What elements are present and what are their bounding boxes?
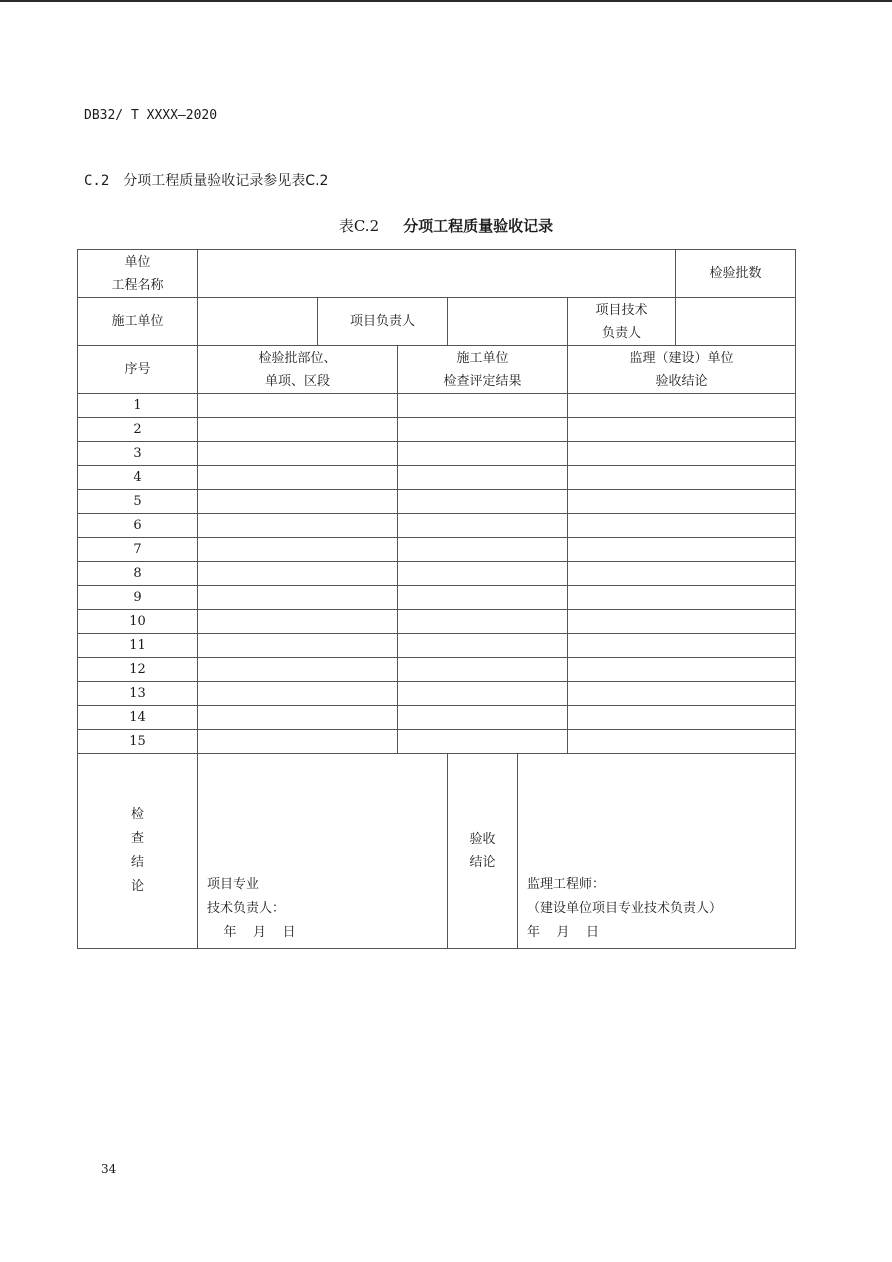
col-header-supervision-line1: 监理（建设）单位 [629, 350, 734, 366]
col-header-location-line2: 单项、区段 [264, 373, 330, 389]
row-conclusion-cell [568, 586, 796, 610]
row-conclusion-cell [568, 514, 796, 538]
tech-manager-value [676, 298, 796, 346]
row-number: 2 [78, 418, 198, 442]
check-label-char: 论 [130, 879, 144, 894]
table-row [78, 682, 796, 706]
table-row [78, 706, 796, 730]
row-location-cell [198, 610, 398, 634]
acceptance-signature [518, 754, 796, 949]
row-result-cell [398, 562, 568, 586]
page-top-border [0, 0, 892, 2]
row-location-cell [198, 418, 398, 442]
row-result-cell [398, 730, 568, 754]
row-conclusion-cell [568, 490, 796, 514]
project-manager-label: 项目负责人 [318, 298, 448, 346]
construction-unit-value [198, 298, 318, 346]
section-number: C.2 [84, 173, 110, 189]
table-row [78, 466, 796, 490]
row-conclusion-cell [568, 442, 796, 466]
row-result-cell [398, 706, 568, 730]
table-row [78, 418, 796, 442]
row-location-cell [198, 634, 398, 658]
tech-manager-label-line2: 负责人 [602, 325, 642, 341]
check-date: 年 月 日 [207, 925, 296, 940]
check-sign-line1: 项目专业 [207, 877, 260, 892]
row-result-cell [398, 490, 568, 514]
row-number: 15 [78, 730, 198, 754]
row-conclusion-cell [568, 634, 796, 658]
row-conclusion-cell [568, 394, 796, 418]
table-row [78, 514, 796, 538]
row-number: 12 [78, 658, 198, 682]
project-manager-value [448, 298, 568, 346]
row-location-cell [198, 730, 398, 754]
table-row [78, 538, 796, 562]
section-heading [84, 170, 328, 190]
col-header-supervision-line2: 验收结论 [655, 373, 708, 389]
col-header-supervision-conclusion [568, 346, 796, 394]
footer-row [78, 754, 796, 949]
row-result-cell [398, 610, 568, 634]
row-result-cell [398, 418, 568, 442]
row-location-cell [198, 706, 398, 730]
unit-project-value [198, 250, 676, 298]
row-number: 3 [78, 442, 198, 466]
row-number: 5 [78, 490, 198, 514]
row-number: 13 [78, 682, 198, 706]
row-conclusion-cell [568, 418, 796, 442]
row-location-cell [198, 394, 398, 418]
header-row-construction [78, 298, 796, 346]
row-conclusion-cell [568, 610, 796, 634]
check-conclusion-signature [198, 754, 448, 949]
quality-acceptance-table [77, 249, 796, 949]
row-result-cell [398, 682, 568, 706]
table-row [78, 658, 796, 682]
table-row [78, 730, 796, 754]
table-row [78, 562, 796, 586]
row-conclusion-cell [568, 658, 796, 682]
row-number: 11 [78, 634, 198, 658]
row-result-cell [398, 514, 568, 538]
supervisor-line2: （建设单位项目专业技术负责人） [527, 901, 723, 916]
row-number: 9 [78, 586, 198, 610]
row-conclusion-cell [568, 730, 796, 754]
row-location-cell [198, 442, 398, 466]
row-conclusion-cell [568, 538, 796, 562]
tech-manager-label-line1: 项目技术 [595, 302, 648, 318]
row-location-cell [198, 586, 398, 610]
col-header-seq-text: 序号 [124, 362, 151, 377]
check-label-char: 检 [130, 807, 144, 822]
batch-count-label: 检验批数 [676, 250, 796, 298]
row-number: 4 [78, 466, 198, 490]
table-row [78, 442, 796, 466]
table-row [78, 490, 796, 514]
check-conclusion-label [78, 754, 198, 949]
row-result-cell [398, 586, 568, 610]
row-result-cell [398, 394, 568, 418]
standard-code: DB32/ T XXXX—2020 [84, 108, 218, 123]
col-header-construction-result [398, 346, 568, 394]
check-label-char: 结 [130, 855, 144, 870]
tech-manager-label [568, 298, 676, 346]
row-number: 14 [78, 706, 198, 730]
row-location-cell [198, 538, 398, 562]
col-header-location [198, 346, 398, 394]
col-header-construction-result-line2: 检查评定结果 [443, 373, 522, 389]
row-result-cell [398, 634, 568, 658]
unit-project-label-line1: 单位 [124, 254, 151, 270]
row-conclusion-cell [568, 466, 796, 490]
column-header-row [78, 346, 796, 394]
row-number: 8 [78, 562, 198, 586]
acceptance-conclusion-label [448, 754, 518, 949]
accept-label-line2: 结论 [469, 855, 496, 870]
header-row-project [78, 250, 796, 298]
row-number: 10 [78, 610, 198, 634]
construction-unit-label: 施工单位 [78, 298, 198, 346]
accept-label-line1: 验收 [469, 832, 496, 847]
col-header-seq [78, 346, 198, 394]
section-title: 分项工程质量验收记录参见表C.2 [123, 173, 329, 189]
row-number: 1 [78, 394, 198, 418]
row-result-cell [398, 442, 568, 466]
row-number: 7 [78, 538, 198, 562]
row-location-cell [198, 466, 398, 490]
row-conclusion-cell [568, 682, 796, 706]
row-conclusion-cell [568, 706, 796, 730]
row-result-cell [398, 658, 568, 682]
col-header-construction-result-line1: 施工单位 [456, 350, 509, 366]
row-result-cell [398, 538, 568, 562]
supervisor-line1: 监理工程师： [527, 877, 606, 892]
row-location-cell [198, 514, 398, 538]
row-location-cell [198, 490, 398, 514]
col-header-location-line1: 检验批部位、 [258, 350, 337, 366]
table-caption [0, 215, 892, 236]
check-sign-line2: 技术负责人： [207, 901, 286, 916]
table-row [78, 586, 796, 610]
row-conclusion-cell [568, 562, 796, 586]
supervisor-date: 年 月 日 [527, 925, 600, 940]
row-number: 6 [78, 514, 198, 538]
row-result-cell [398, 466, 568, 490]
table-number: 表C.2 [338, 217, 380, 235]
row-location-cell [198, 562, 398, 586]
row-location-cell [198, 658, 398, 682]
unit-project-label-line2: 工程名称 [111, 277, 164, 293]
row-location-cell [198, 682, 398, 706]
unit-project-label [78, 250, 198, 298]
table-row [78, 394, 796, 418]
check-label-char: 查 [130, 831, 144, 846]
page-number: 34 [101, 1162, 117, 1176]
table-title: 分项工程质量验收记录 [403, 217, 554, 235]
table-row [78, 610, 796, 634]
table-row [78, 634, 796, 658]
